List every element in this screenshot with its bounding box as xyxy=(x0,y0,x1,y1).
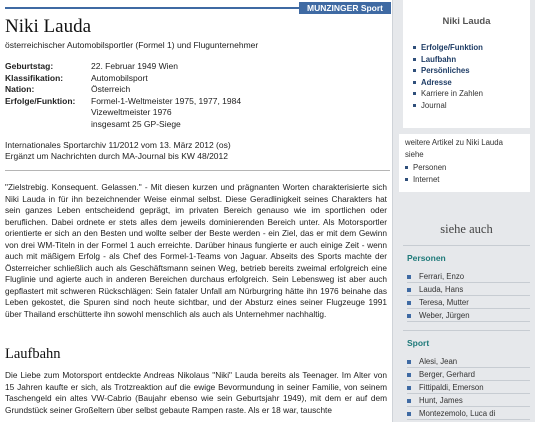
intro-paragraph: "Zielstrebig. Konsequent. Gelassen." - Mit diesen kurzen und prägnanten Worten charakterisierte sich Niki Lauda in für ihn bezeichnender Weise einmal selbst. Diese Geradlinigkeit seines Charakters hat sein ganzes Leben entscheidend geprägt, im privaten Bereich genauso wie im sportlichen oder beruflichen. Dabei ordnete er stets alles dem jeweils dominierenden Bereich unter. Als Motorsportler orientierte er sich an den Besten und wollte selber der Beste werden - ein Ziel, das er mit dem Gewinn von drei WM-Titeln in der Formel 1 auch erreichte. Darüber hinaus fungierte er auch einige Zeit - wenn auch mit mäßigem Erfolg - als Chef des Formel-1-Teams von Jaguar. Abseits des Sports machte der Österreicher schließlich auch als Geschäftsmann seinen Weg, betrieb bereits zweimal erfolgreich eine Fluglinie und agierte auch in anderen Bereichen durchaus erfolgreich. Sein Lebensweg ist aber auch gepflastert mit schweren Rückschlägen: Sein fataler Unfall am Nürburgring hätte ihn 1976 beinahe das Leben gekostet, die Spuren sind noch heute sichtbar, und der Absturz eines seiner Flugzeuge 1991 über Thailand erschütterte ihn sowohl menschlich als auch als Unternehmer nachhaltig. xyxy=(5,182,387,319)
fact-key: Klassifikation: xyxy=(5,72,64,83)
sidebar-item-persoenliches[interactable] xyxy=(413,65,530,77)
sidebar-item-journal[interactable] xyxy=(413,100,530,112)
category-item-label: Ferrari, Enzo xyxy=(419,272,465,281)
category-item[interactable] xyxy=(407,407,530,420)
fact-value-line: Vizeweltmeister 1976 xyxy=(91,107,172,117)
sidebar-item-label: Adresse xyxy=(421,77,452,87)
category-list-personen xyxy=(407,270,530,322)
fact-key: Erfolge/Funktion: xyxy=(5,95,76,106)
category-item-label: Hunt, James xyxy=(419,396,463,405)
sidebar-more-panel xyxy=(399,134,530,192)
fact-value-lines xyxy=(91,96,381,131)
bullet-icon xyxy=(405,166,408,169)
bullet-icon xyxy=(413,46,416,49)
bullet-icon xyxy=(407,412,411,416)
sidebar-item-label: Journal xyxy=(421,100,447,110)
sidebar-link-personen[interactable] xyxy=(405,162,524,174)
bullet-icon xyxy=(407,275,411,279)
sidebar-item-label: Karriere in Zahlen xyxy=(421,89,483,98)
bullet-icon xyxy=(407,314,411,318)
brand-rule xyxy=(5,7,299,9)
category-item-label: Weber, Jürgen xyxy=(419,311,470,320)
bullet-icon xyxy=(407,399,411,403)
sidebar-item-label: Erfolge/Funktion xyxy=(421,43,483,52)
fact-value: Automobilsport xyxy=(91,72,148,83)
bullet-icon xyxy=(407,360,411,364)
sidebar-more-text: weitere Artikel zu Niki Lauda siehe xyxy=(405,138,503,159)
category-heading-sport: Sport xyxy=(407,338,430,348)
category-item[interactable] xyxy=(407,309,530,322)
category-item-label: Fittipaldi, Emerson xyxy=(419,383,484,392)
category-item[interactable] xyxy=(407,381,530,394)
archive-line: Internationales Sportarchiv 11/2012 vom 13. März 2012 (os) xyxy=(5,140,231,150)
sidebar-link-label: Internet xyxy=(413,174,440,184)
fact-value: 22. Februar 1949 Wien xyxy=(91,61,178,71)
bullet-icon xyxy=(413,92,416,95)
bullet-icon xyxy=(407,386,411,390)
divider xyxy=(403,245,530,246)
category-item-label: Teresa, Mutter xyxy=(419,298,469,307)
bullet-icon xyxy=(407,301,411,305)
bullet-icon xyxy=(407,373,411,377)
bullet-icon xyxy=(413,81,416,84)
category-heading-personen: Personen xyxy=(407,253,446,263)
page-title: Niki Lauda xyxy=(5,16,92,37)
archive-line: Ergänzt um Nachrichten durch MA-Journal bis KW 48/2012 xyxy=(5,151,228,161)
bullet-icon xyxy=(413,58,416,61)
fact-key: Nation: xyxy=(5,84,35,94)
sidebar xyxy=(392,0,535,422)
sidebar-more-links xyxy=(405,162,524,185)
brand-logo[interactable]: MUNZINGER Sport xyxy=(299,2,391,14)
category-item-label: Berger, Gerhard xyxy=(419,370,475,379)
category-item[interactable] xyxy=(407,296,530,309)
category-item[interactable] xyxy=(407,283,530,296)
fact-key: Geburtstag: xyxy=(5,61,54,71)
category-list-sport xyxy=(407,355,530,420)
sidebar-title: Niki Lauda xyxy=(442,16,491,27)
sidebar-item-erfolge[interactable] xyxy=(413,42,530,54)
category-item[interactable] xyxy=(407,270,530,283)
laufbahn-paragraph: Die Liebe zum Motorsport entdeckte Andreas Nikolaus "Niki" Lauda bereits als Teenager. Im Alter von 15 Jahren kaufte er sich, als Trotzreaktion auf die ewige Bevormundung in seiner Familie, von seinem Taschengeld ein altes VW-Cabrio (Baujahr ebenso wie sein Geburtsjahr 1949), mit dem er auf dem Grundstück seiner Großeltern über selbst gebaute Rampen raste. Als er 18 war, tauschte xyxy=(5,370,387,415)
siehe-auch-heading: siehe auch xyxy=(440,222,493,236)
divider xyxy=(5,170,390,171)
section-heading-laufbahn: Laufbahn xyxy=(5,346,61,362)
category-item[interactable] xyxy=(407,355,530,368)
brand-bar xyxy=(5,2,391,14)
category-item-label: Alesi, Jean xyxy=(419,357,458,366)
sidebar-toc xyxy=(403,42,530,111)
sidebar-link-label: Personen xyxy=(413,163,447,172)
bullet-icon xyxy=(413,69,416,72)
category-item[interactable] xyxy=(407,394,530,407)
sidebar-item-karriere[interactable] xyxy=(413,88,530,100)
fact-value-line: Formel-1-Weltmeister 1975, 1977, 1984 xyxy=(91,95,242,106)
archive-info xyxy=(5,140,231,162)
sidebar-item-laufbahn[interactable] xyxy=(413,54,530,66)
divider xyxy=(403,330,530,331)
sidebar-item-label: Laufbahn xyxy=(421,54,457,64)
sidebar-item-label: Persönliches xyxy=(421,66,470,75)
bullet-icon xyxy=(413,104,416,107)
sidebar-item-adresse[interactable] xyxy=(413,77,530,89)
category-item-label: Montezemolo, Luca di xyxy=(419,409,496,418)
sidebar-toc-panel xyxy=(403,0,530,128)
page-subtitle: österreichischer Automobilsportler (Formel 1) und Flugunternehmer xyxy=(5,40,259,50)
bullet-icon xyxy=(405,178,408,181)
sidebar-link-internet[interactable] xyxy=(405,174,524,186)
bullet-icon xyxy=(407,288,411,292)
fact-value: Österreich xyxy=(91,84,131,94)
category-item[interactable] xyxy=(407,368,530,381)
category-item-label: Lauda, Hans xyxy=(419,285,464,294)
fact-value-line: insgesamt 25 GP-Siege xyxy=(91,118,181,129)
